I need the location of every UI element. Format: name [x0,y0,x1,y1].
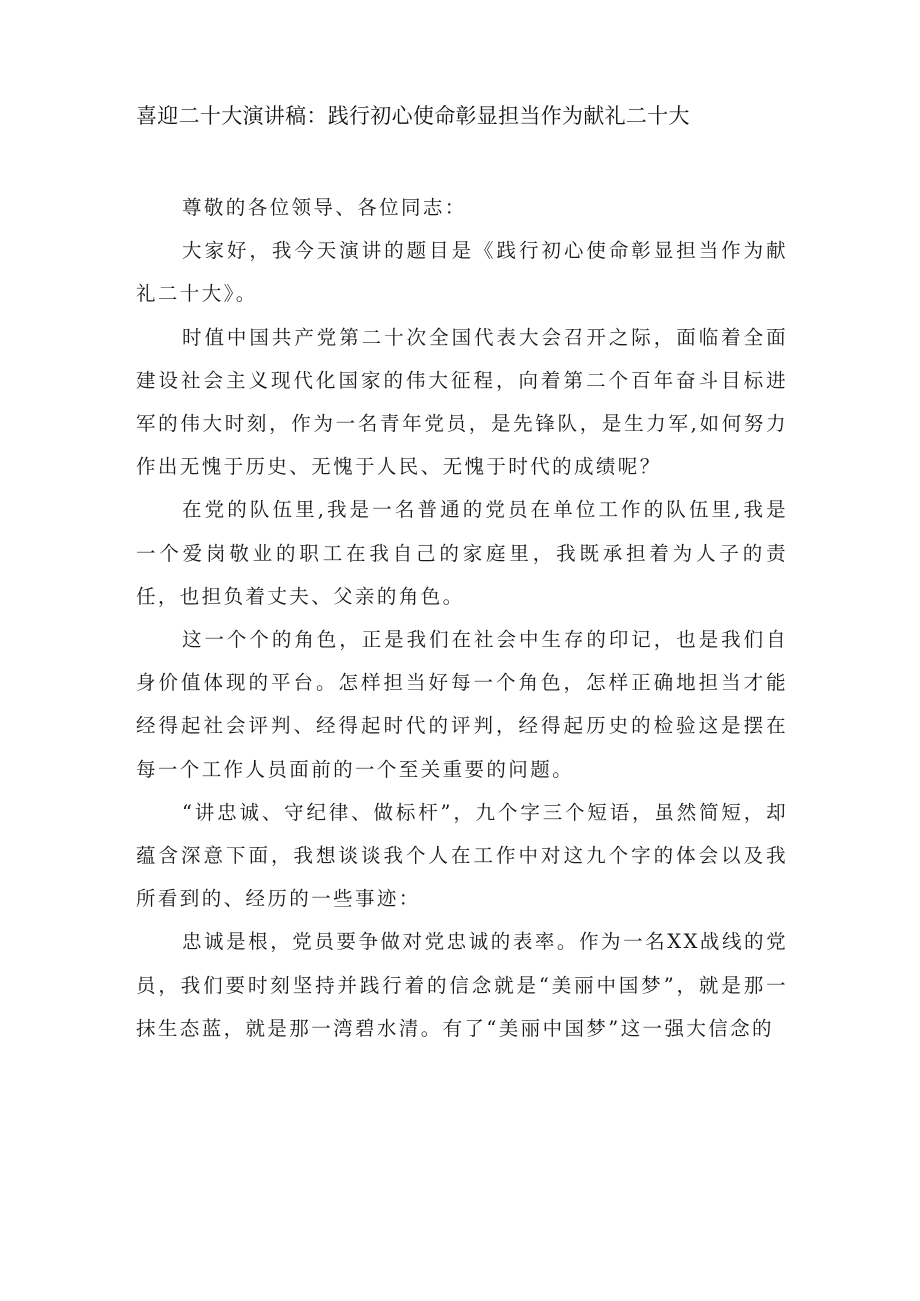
body-paragraph: “讲忠诚、守纪律、做标杆”，九个字三个短语，虽然简短，却蕴含深意下面，我想谈谈我个人在工作中对这九个字的体会以及我所看到的、经历的一些事迹： [136,800,788,911]
document-body [136,186,788,1050]
body-paragraph: 大家好，我今天演讲的题目是《践行初心使命彰显担当作为献礼二十大》。 [136,239,788,306]
salutation-paragraph: 尊敬的各位领导、各位同志： [182,196,467,219]
document-title: 喜迎二十大演讲稿：践行初心使命彰显担当作为献礼二十大 [136,104,690,128]
body-paragraph: 在党的队伍里,我是一名普通的党员在单位工作的队伍里,我是一个爱岗敬业的职工在我自己的家庭里，我既承担着为人子的责任，也担负着丈夫、父亲的角色。 [136,498,788,608]
body-paragraph: 时值中国共产党第二十次全国代表大会召开之际，面临着全面建设社会主义现代化国家的伟大征程，向着第二个百年奋斗目标进军的伟大时刻，作为一名青年党员，是先锋队，是生力军,如何努力作出无愧于历史、无愧于人民、无愧于时代的成绩呢？ [136,325,788,479]
body-paragraph: 忠诚是根，党员要争做对党忠诚的表率。作为一名XX战线的党员，我们要时刻坚持并践行着的信念就是“美丽中国梦”，就是那一抹生态蓝，就是那一湾碧水清。有了“美丽中国梦”这一强大信念的 [136,930,788,1040]
body-paragraph: 这一个个的角色，正是我们在社会中生存的印记，也是我们自身价值体现的平台。怎样担当好每一个角色，怎样正确地担当才能经得起社会评判、经得起时代的评判，经得起历史的检验这是摆在每一个工作人员面前的一个至关重要的问题。 [136,628,788,781]
